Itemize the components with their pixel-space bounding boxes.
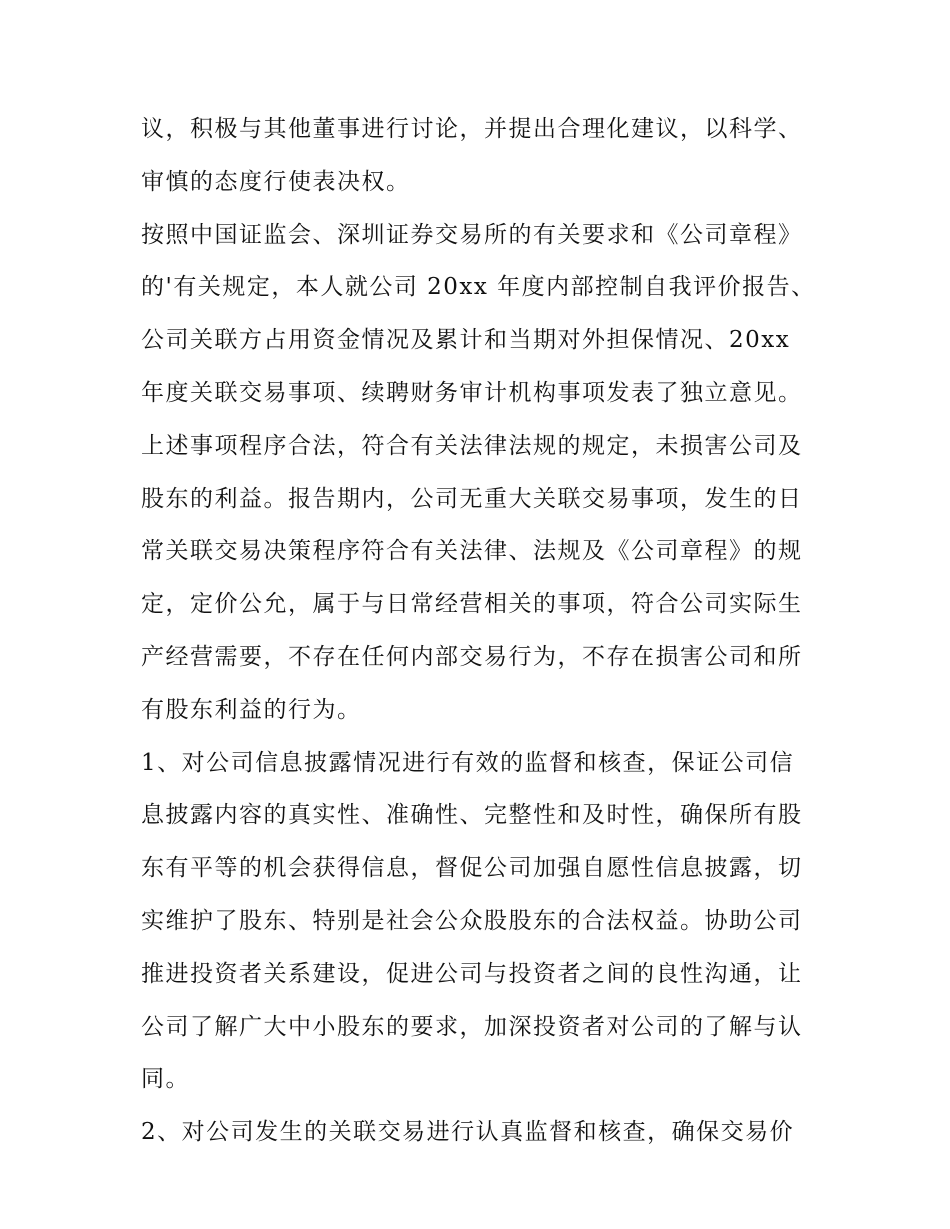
text-line: 按照中国证监会、深圳证券交易所的有关要求和《公司章程》 <box>141 221 803 248</box>
text-line: 实维护了股东、特别是社会公众股股东的合法权益。协助公司 <box>141 907 803 934</box>
text-line: 定，定价公允，属于与日常经营相关的事项，符合公司实际生 <box>141 591 803 618</box>
text-line: 有股东利益的行为。 <box>141 696 362 723</box>
text-line: 常关联交易决策程序符合有关法律、法规及《公司章程》的规 <box>141 538 803 565</box>
text-line: 息披露内容的真实性、准确性、完整性和及时性，确保所有股 <box>141 802 803 829</box>
list-item-1-line: 1、对公司信息披露情况进行有效的监督和核查，保证公司信 <box>141 749 795 776</box>
text-line: 东有平等的机会获得信息，督促公司加强自愿性信息披露，切 <box>141 855 803 882</box>
list-item-2-line: 2、对公司发生的关联交易进行认真监督和核查，确保交易价 <box>141 1119 795 1146</box>
text-line: 股东的利益。报告期内，公司无重大关联交易事项，发生的日 <box>141 485 803 512</box>
text-line: 产经营需要，不存在任何内部交易行为，不存在损害公司和所 <box>141 643 803 670</box>
text-line: 推进投资者关系建设，促进公司与投资者之间的良性沟通，让 <box>141 960 803 987</box>
text-line: 公司了解广大中小股东的要求，加深投资者对公司的了解与认 <box>141 1013 803 1040</box>
text-line: 审慎的态度行使表决权。 <box>141 168 411 195</box>
text-line: 同。 <box>141 1066 190 1093</box>
text-line: 上述事项程序合法，符合有关法律法规的规定，未损害公司及 <box>141 432 803 459</box>
document-body <box>141 103 821 1159</box>
text-line: 的'有关规定，本人就公司 20xx 年度内部控制自我评价报告、 <box>141 274 816 301</box>
text-line: 公司关联方占用资金情况及累计和当期对外担保情况、20xx <box>141 327 791 354</box>
text-line: 议，积极与其他董事进行讨论，并提出合理化建议，以科学、 <box>141 116 803 142</box>
text-line: 年度关联交易事项、续聘财务审计机构事项发表了独立意见。 <box>141 379 803 406</box>
